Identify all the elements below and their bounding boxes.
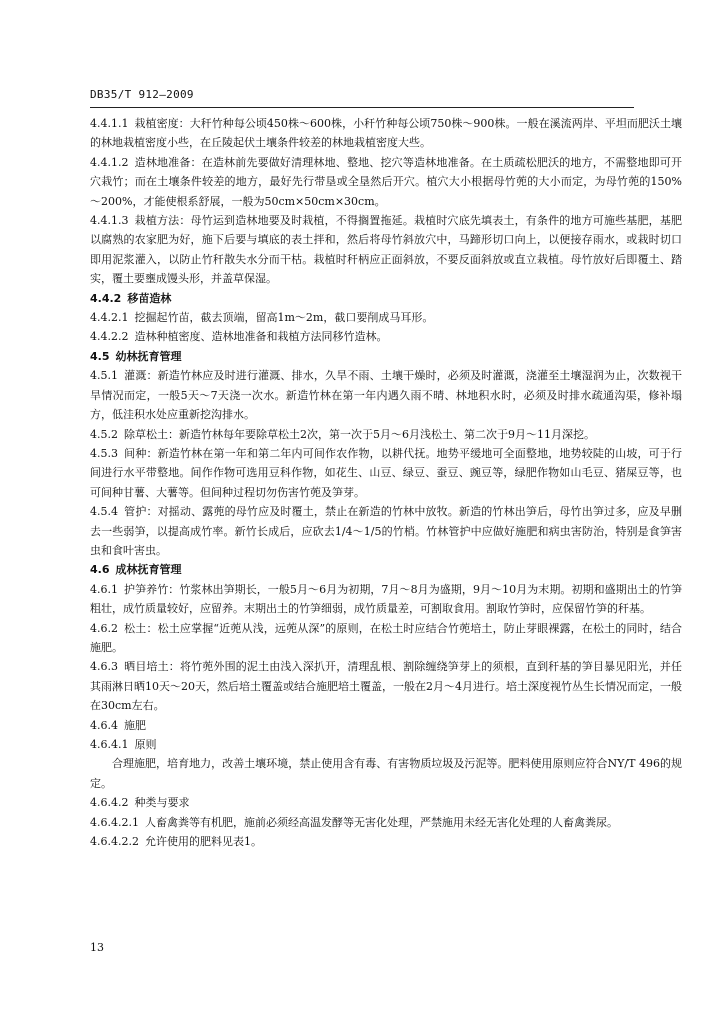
heading-number: 4.6.4.1	[90, 738, 129, 751]
heading-text: 移苗造林	[127, 291, 172, 305]
clause-number: 4.5.3	[90, 446, 118, 460]
clause-text: 挖掘起竹苗，截去顶端，留高1m～2m，截口要削成马耳形。	[134, 311, 434, 325]
clause-number: 4.6.2	[90, 621, 118, 635]
clause-4-4-1-1	[90, 114, 682, 153]
clause-4-6-2	[90, 619, 682, 658]
clause-text: 造林地准备：在造林前先要做好清理林地、整地、挖穴等造林地准备。在土质疏松肥沃的地方，不需整地即可开穴栽竹；而在土壤条件较差的地方，最好先行带垦或全垦然后开穴。植穴大小根据母竹蔸的大小而定，为母竹蔸的150%～200%，才能使根系舒展，一般为50cm×50cm×30cm。	[90, 155, 682, 208]
clause-4-4-1-3	[90, 211, 682, 289]
clause-number: 4.4.1.3	[90, 214, 129, 228]
clause-4-4-2-2	[90, 327, 682, 346]
clause-4-5-3	[90, 444, 682, 502]
clause-number: 4.5.4	[90, 505, 118, 519]
heading-number: 4.6	[90, 563, 110, 577]
clause-text: 管护：对摇动、露蔸的母竹应及时覆土，禁止在新造的竹林中放牧。新造的竹林出笋后，母竹出笋过多，应及早删去一些弱笋，以提高成竹率。新竹长成后，应砍去1/4～1/5的竹梢。竹林管护中应做好施肥和病虫害防治，特别是食笋害虫和食叶害虫。	[90, 505, 682, 557]
clause-number: 4.4.1.1	[90, 117, 129, 130]
heading-4-5	[90, 347, 682, 366]
clause-4-6-3	[90, 657, 682, 715]
clause-number: 4.6.1	[90, 582, 118, 596]
clause-number: 4.5.1	[90, 369, 118, 383]
clause-number: 4.4.2.2	[90, 330, 129, 344]
heading-text: 成林抚育管理	[115, 563, 182, 577]
heading-text: 幼林抚育管理	[115, 349, 182, 363]
clause-4-5-2	[90, 425, 682, 444]
paragraph-text: 合理施肥，培育地力，改善土壤环境，禁止使用含有毒、有害物质垃圾及污泥等。肥料使用原则应符合NY/T 496的规定。	[90, 757, 682, 790]
heading-4-4-2	[90, 289, 682, 308]
page-number: 13	[90, 941, 104, 954]
clause-4-6-4-2-2	[90, 832, 682, 851]
clause-text: 灌溉：新造竹林应及时进行灌溉、排水，久旱不雨、土壤干燥时，必须及时灌溉，浇灌至土壤湿润为止，次数视干旱情况而定，一般5天～7天浇一次水。新造竹林在第一年内遇久雨不晴、林地积水时，必须及时排水疏通沟渠，修补塌方，低洼积水处应重新挖沟排水。	[90, 369, 682, 422]
clause-4-5-4	[90, 502, 682, 560]
heading-number: 4.6.4.2	[90, 796, 129, 810]
clause-text: 栽植密度：大秆竹种每公顷450株～600株，小秆竹种每公顷750株～900株。一般在溪流两岸、平坦而肥沃土壤的林地栽植密度小些，在丘陵起伏土壤条件较差的林地栽植密度大些。	[90, 117, 682, 150]
clause-4-6-1	[90, 580, 682, 619]
clause-text: 栽植方法：母竹运到造林地要及时栽植，不得搁置拖延。栽植时穴底先填表土，有条件的地方可施些基肥，基肥以腐熟的农家肥为好，施下后要与填底的表土拌和，然后将母竹斜放穴中，马蹄形切口向上，以便接存雨水，或栽时切口即用泥浆灌入，以防止竹秆散失水分而干枯。栽植时秆柄应正面斜放，不要反面斜放或直立栽植。母竹放好后即覆土、踏实，覆土要壅成馒头形，并盖草保湿。	[90, 214, 682, 286]
clause-number: 4.5.2	[90, 427, 118, 441]
clause-4-4-2-1	[90, 308, 682, 327]
heading-text: 施肥	[124, 718, 146, 732]
heading-text: 种类与要求	[134, 796, 190, 810]
clause-number: 4.4.1.2	[90, 155, 129, 169]
heading-text: 原则	[134, 738, 157, 751]
clause-4-4-1-2	[90, 153, 682, 211]
clause-4-6-4-2-1	[90, 813, 682, 832]
clause-text: 人畜禽粪等有机肥，施前必须经高温发酵等无害化处理，严禁施用未经无害化处理的人畜禽粪尿。	[144, 815, 618, 829]
clause-number: 4.4.2.1	[90, 311, 129, 325]
clause-text: 间种：新造竹林在第一年和第二年内可间作农作物，以耕代抚。地势平缓地可全面整地，地势较陡的山坡，可于行间进行水平带整地。间作作物可选用豆科作物，如花生、山豆、绿豆、蚕豆、豌豆等，绿肥作物如山毛豆、猪屎豆等，也可间种甘薯、大薯等。但间种过程切勿伤害竹蔸及笋芽。	[90, 446, 682, 499]
heading-number: 4.4.2	[90, 291, 122, 305]
clause-text: 松土：松土应掌握“近蔸从浅，远蔸从深”的原则，在松土时应结合竹蔸培土，防止芽眼裸露，在松土的同时，结合施肥。	[90, 621, 682, 654]
clause-text: 护笋养竹：竹浆林出笋期长，一般5月～6月为初期，7月～8月为盛期，9月～10月为末期。初期和盛期出土的竹笋粗壮，成竹质量较好，应留养。末期出土的竹笋细弱，成竹质量差，可割取食用。割取竹笋时，应保留竹笋的秆基。	[90, 582, 682, 616]
heading-4-6-4-2	[90, 793, 682, 812]
principle-paragraph	[90, 754, 682, 793]
clause-text: 晒目培土：将竹蔸外围的泥土由浅入深扒开，清理乱根、割除缠绕笋芽上的须根，直到秆基的笋目暴见阳光，并任其雨淋日晒10天～20天，然后培土覆盖或结合施肥培土覆盖，一般在2月～4月进行。培土深度视竹丛生长情况而定，一般在30cm左右。	[90, 660, 682, 713]
clause-text: 允许使用的肥料见表1。	[144, 835, 262, 849]
heading-4-6	[90, 560, 682, 579]
heading-number: 4.5	[90, 349, 110, 363]
clause-number: 4.6.4.2.2	[90, 835, 139, 849]
heading-4-6-4-1	[90, 735, 682, 754]
document-code-header: DB35/T 912—2009	[90, 88, 194, 101]
clause-number: 4.6.3	[90, 660, 118, 674]
heading-4-6-4	[90, 716, 682, 735]
clause-text: 造林种植密度、造林地准备和栽植方法同移竹造林。	[134, 330, 388, 344]
header-divider	[90, 107, 634, 108]
clause-text: 除草松土：新造竹林每年要除草松土2次，第一次于5月～6月浅松土、第二次于9月～11月深挖。	[124, 427, 595, 441]
clause-number: 4.6.4.2.1	[90, 815, 139, 829]
document-body	[90, 114, 682, 851]
clause-4-5-1	[90, 366, 682, 424]
heading-number: 4.6.4	[90, 718, 118, 732]
